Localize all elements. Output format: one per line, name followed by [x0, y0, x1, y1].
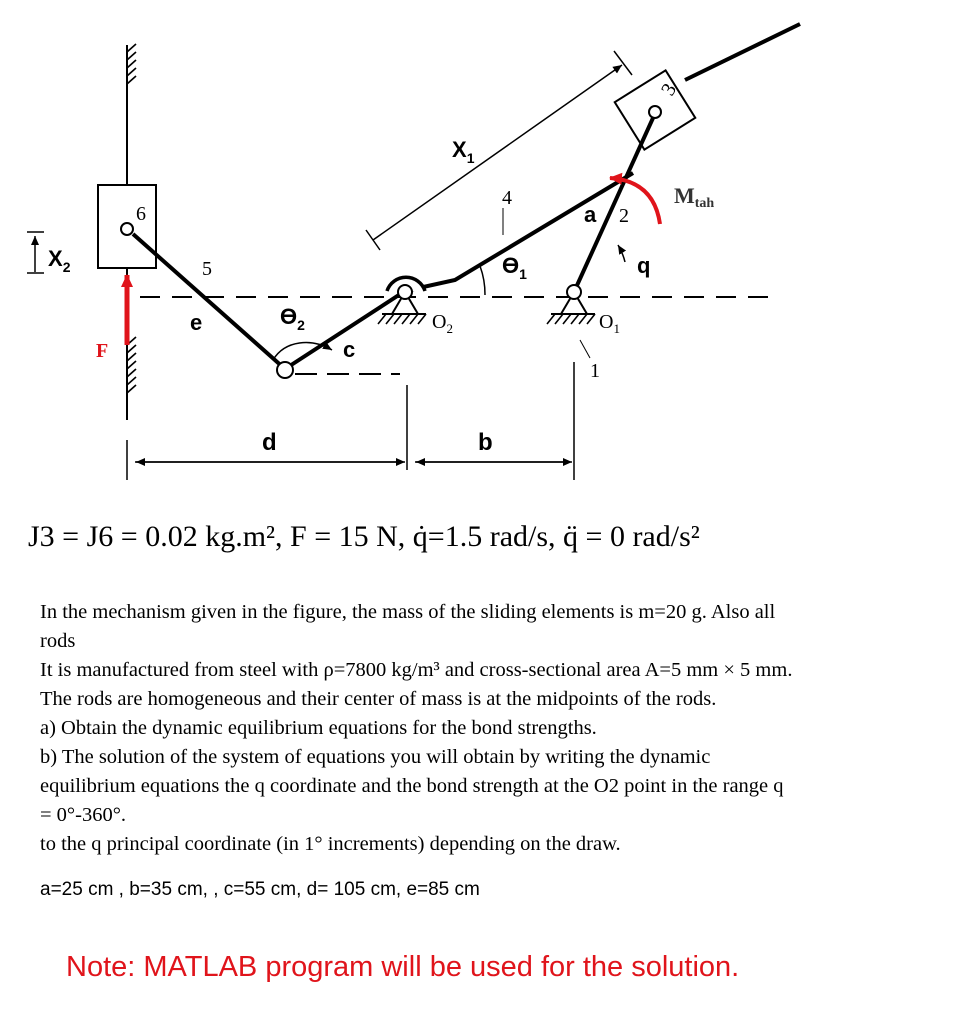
- o2-label: $O_2$: [432, 311, 453, 336]
- o1-label: $O_1$: [599, 311, 620, 336]
- problem-statement: [40, 598, 960, 859]
- problem-line: In the mechanism given in the figure, the mass of the sliding elements is m=20 g. Also all: [40, 601, 776, 623]
- d-label: d: [262, 429, 277, 456]
- b-label: b: [478, 429, 493, 456]
- link-1-label: 1: [590, 360, 600, 382]
- problem-line: It is manufactured from steel with ρ=7800 kg/m³ and cross-sectional area A=5 mm × 5 mm.: [40, 659, 793, 681]
- pivot-o1: [547, 285, 595, 324]
- problem-line: b) The solution of the system of equations you will obtain by writing the dynamic: [40, 746, 711, 768]
- theta2-label: $ϴ_2$: [280, 304, 305, 333]
- link-4: [285, 173, 633, 369]
- problem-line: a) Obtain the dynamic equilibrium equations for the bond strengths.: [40, 717, 597, 739]
- slider-6-pin: [121, 223, 133, 235]
- note-prefix: Note:: [66, 951, 136, 983]
- link-5: [133, 234, 285, 369]
- x2-label: $X_2$: [48, 246, 71, 275]
- bottom-pin: [277, 362, 293, 378]
- c-label: c: [343, 337, 356, 362]
- d-b-dimensions: [127, 362, 574, 480]
- x1-label: $X_1$: [452, 137, 475, 166]
- problem-line: The rods are homogeneous and their center of mass is at the midpoints of the rods.: [40, 688, 717, 710]
- mtah-label: Mtah: [674, 183, 715, 211]
- slider-3-pin: [649, 106, 661, 118]
- parameters-text: J3 = J6 = 0.02 kg.m², F = 15 N, q̇=1.5 rad/s, q̈ = 0 rad/s²: [28, 520, 700, 553]
- parameters-line: [28, 520, 948, 554]
- link-4-label: 4: [502, 187, 512, 209]
- problem-line: = 0°-360°.: [40, 804, 127, 826]
- theta1-arc: [480, 266, 485, 295]
- a-label: a: [584, 202, 597, 227]
- note-text: MATLAB program will be used for the solution.: [135, 951, 740, 983]
- x2-dimension: [27, 232, 44, 273]
- f-label: F: [96, 340, 109, 362]
- link-4-extension: [685, 24, 800, 80]
- q-label: q: [637, 253, 651, 278]
- problem-line: equilibrium equations the q coordinate and the bond strength at the O2 point in the range q: [40, 775, 784, 797]
- link-6-label: 6: [136, 203, 146, 225]
- q-arc: [618, 245, 625, 262]
- dimension-values: a=25 cm , b=35 cm, , c=55 cm, d= 105 cm, e=85 cm: [40, 879, 480, 900]
- problem-line: rods: [40, 630, 76, 652]
- e-label: e: [190, 310, 203, 335]
- theta1-label: $ϴ_1$: [502, 253, 527, 282]
- matlab-note: [66, 951, 739, 984]
- link-3-label: 3: [656, 79, 682, 100]
- link-5-label: 5: [202, 258, 212, 280]
- mechanism-diagram: [0, 0, 964, 500]
- link-2-label: 2: [619, 205, 629, 227]
- problem-line: to the q principal coordinate (in 1° increments) depending on the draw.: [40, 833, 621, 855]
